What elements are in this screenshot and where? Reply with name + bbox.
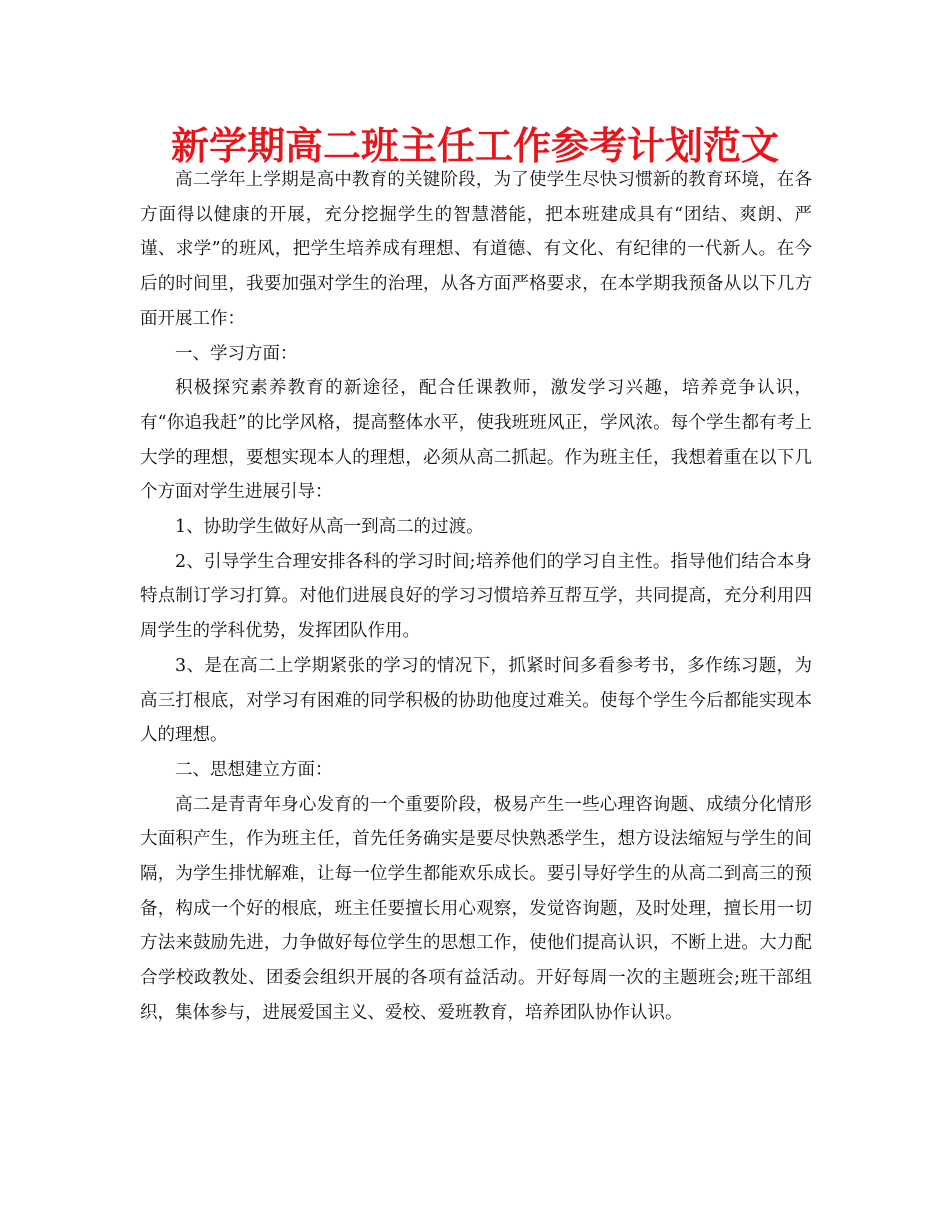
section-heading-study: 一、学习方面： [175, 343, 298, 364]
list-item: 3、是在高二上学期紧张的学习的情况下，抓紧时间多看参考书，多作练习题，为高三打根底，对学习有困难的同学积极的协助他度过难关。使每个学生今后都能实现本人的理想。 [140, 655, 812, 746]
list-item: 1、协助学生做好从高一到高二的过渡。 [175, 517, 484, 538]
document-body [140, 163, 812, 1031]
paragraph-intro: 高二学年上学期是高中教育的关键阶段，为了使学生尽快习惯新的教育环境，在各方面得以健康的开展，充分挖掘学生的智慧潜能，把本班建成具有“团结、爽朗、严谨、求学”的班风，把学生培养成有理想、有道德、有文化、有纪律的一代新人。在今后的时间里，我要加强对学生的治理，从各方面严格要求，在本学期我预备从以下几方面开展工作： [140, 170, 812, 329]
paragraph-study: 积极探究素养教育的新途径，配合任课教师，激发学习兴趣，培养竞争认识，有“你追我赶”的比学风格，提高整体水平，使我班班风正，学风浓。每个学生都有考上大学的理想，要想实现本人的理想，必须从高二抓起。作为班主任，我想着重在以下几个方面对学生进展引导： [140, 378, 812, 503]
paragraph-ideology: 高二是青青年身心发育的一个重要阶段，极易产生一些心理咨询题、成绩分化情形大面积产生，作为班主任，首先任务确实是要尽快熟悉学生，想方设法缩短与学生的间隔，为学生排忧解难，让每一位学生都能欢乐成长。要引导好学生的从高二到高三的预备，构成一个好的根底，班主任要擅长用心观察，发觉咨询题，及时处理，擅长用一切方法来鼓励先进，力争做好每位学生的思想工作，使他们提高认识，不断上进。大力配合学校政教处、团委会组织开展的各项有益活动。开好每周一次的主题班会;班干部组织，集体参与，进展爱国主义、爱校、爱班教育，培养团队协作认识。 [140, 794, 812, 1023]
section-heading-ideology: 二、思想建立方面： [175, 759, 333, 780]
list-item: 2、引导学生合理安排各科的学习时间;培养他们的学习自主性。指导他们结合本身特点制订学习打算。对他们进展良好的学习习惯培养互帮互学，共同提高，充分利用四周学生的学科优势，发挥团队作用。 [140, 551, 812, 642]
page-title: 新学期高二班主任工作参考计划范文 [170, 124, 779, 168]
